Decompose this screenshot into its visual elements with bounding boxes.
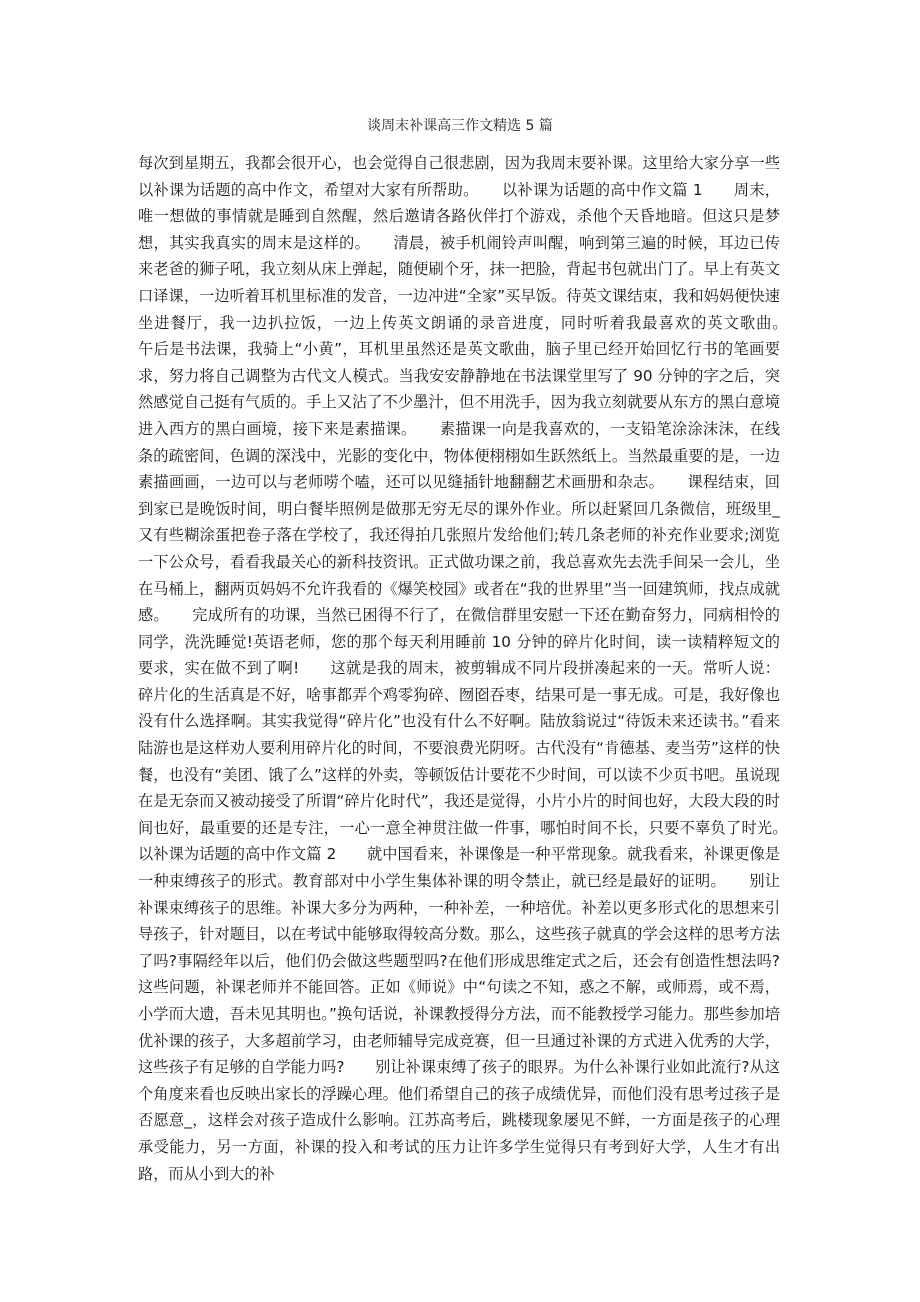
document-title: 谈周末补课高三作文精选 5 篇: [367, 118, 553, 134]
document-body-text: 每次到星期五，我都会很开心，也会觉得自己很悲剧，因为我周末要补课。这里给大家分享一些以补课为话题的高中作文，希望对大家有所帮助。 以补课为话题的高中作文篇 1 周末，唯一想做的事情就是睡到自然醒，然后邀请各路伙伴打个游戏，杀他个天昏地暗。但这只是梦想，其实我真实的周末是这样的。 清晨，被手机闹铃声叫醒，响到第三遍的时候，耳边已传来老爸的狮子吼，我立刻从床上弹起，随便刷个牙，抹一把脸，背起书包就出门了。早上有英文口译课，一边听着耳机里标准的发音，一边冲进“全家”买早饭。待英文课结束，我和妈妈便快速坐进餐厅，我一边扒拉饭，一边上传英文朗诵的录音进度，同时听着我最喜欢的英文歌曲。 午后是书法课，我骑上“小黄”，耳机里虽然还是英文歌曲，脑子里已经开始回忆行书的笔画要求，努力将自己调整为古代文人模式。当我安安静静地在书法课堂里写了 90 分钟的字之后，突然感觉自己挺有气质的。手上又沾了不少墨汁，但不用洗手，因为我立刻就要从东方的黑白意境进入西方的黑白画境，接下来是素描课。 素描课一向是我喜欢的，一支铅笔涂涂沫沫，在线条的疏密间，色调的深浅中，光影的变化中，物体便栩栩如生跃然纸上。当然最重要的是，一边素描画画，一边可以与老师唠个嗑，还可以见缝插针地翻翻艺术画册和杂志。 课程结束，回到家已是晚饭时间，明白餐毕照例是做那无穷无尽的课外作业。所以赶紧回几条微信，班级里_又有些糊涂蛋把卷子落在学校了，我还得拍几张照片发给他们;转几条老师的补充作业要求;浏览一下公众号，看看我最关心的新科技资讯。正式做功课之前，我总喜欢先去洗手间呆一会儿，坐在马桶上，翻两页妈妈不允许我看的《爆笑校园》或者在“我的世界里”当一回建筑师，找点成就感。 完成所有的功课，当然已困得不行了，在微信群里安慰一下还在勤奋努力，同病相怜的同学，洗洗睡觉!英语老师，您的那个每天利用睡前 10 分钟的碎片化时间，读一读精粹短文的要求，实在做不到了啊! 这就是我的周末，被剪辑成不同片段拼凑起来的一天。常听人说：碎片化的生活真是不好，啥事都弄个鸡零狗碎、囫囵吞枣，结果可是一事无成。可是，我好像也没有什么选择啊。其实我觉得“碎片化”也没有什么不好啊。陆放翁说过“待饭未来还读书。”看来陆游也是这样劝人要利用碎片化的时间，不要浪费光阴呀。古代没有“肯德基、麦当劳”这样的快餐，也没有“美团、饿了么”这样的外卖，等顿饭估计要花不少时间，可以读不少页书吧。虽说现在是无奈而又被动接受了所谓“碎片化时代”，我还是觉得，小片小片的时间也好，大段大段的时间也好，最重要的还是专注，一心一意全神贯注做一件事，哪怕时间不长，只要不辜负了时光。 以补课为话题的高中作文篇 2 就中国看来，补课像是一种平常现象。就我看来，补课更像是一种束缚孩子的形式。教育部对中小学生集体补课的明令禁止，就已经是最好的证明。 别让补课束缚孩子的思维。补课大多分为两种，一种补差，一种培优。补差以更多形式化的思想来引导孩子，针对题目，以在考试中能够取得较高分数。那么，这些孩子就真的学会这样的思考方法了吗?事隔经年以后，他们仍会做这些题型吗?在他们形成思维定式之后，还会有创造性想法吗?这些问题，补课老师并不能回答。正如《师说》中“句读之不知，惑之不解，或师焉，或不焉，小学而大遗，吾未见其明也。”换句话说，补课教授得分方法，而不能教授学习能力。那些参加培优补课的孩子，大多超前学习，由老师辅导完成竞赛，但一旦通过补课的方式进入优秀的大学，这些孩子有足够的自学能力吗? 别让补课束缚了孩子的眼界。为什么补课行业如此流行?从这个角度来看也反映出家长的浮躁心理。他们希望自己的孩子成绩优异，而他们没有思考过孩子是否愿意_，这样会对孩子造成什么影响。江苏高考后，跳楼现象屡见不鲜，一方面是孩子的心理承受能力，另一方面，补课的投入和考试的压力让许多学生觉得只有考到好大学，人生才有出路，而从小到大的补: [138, 154, 811, 1183]
